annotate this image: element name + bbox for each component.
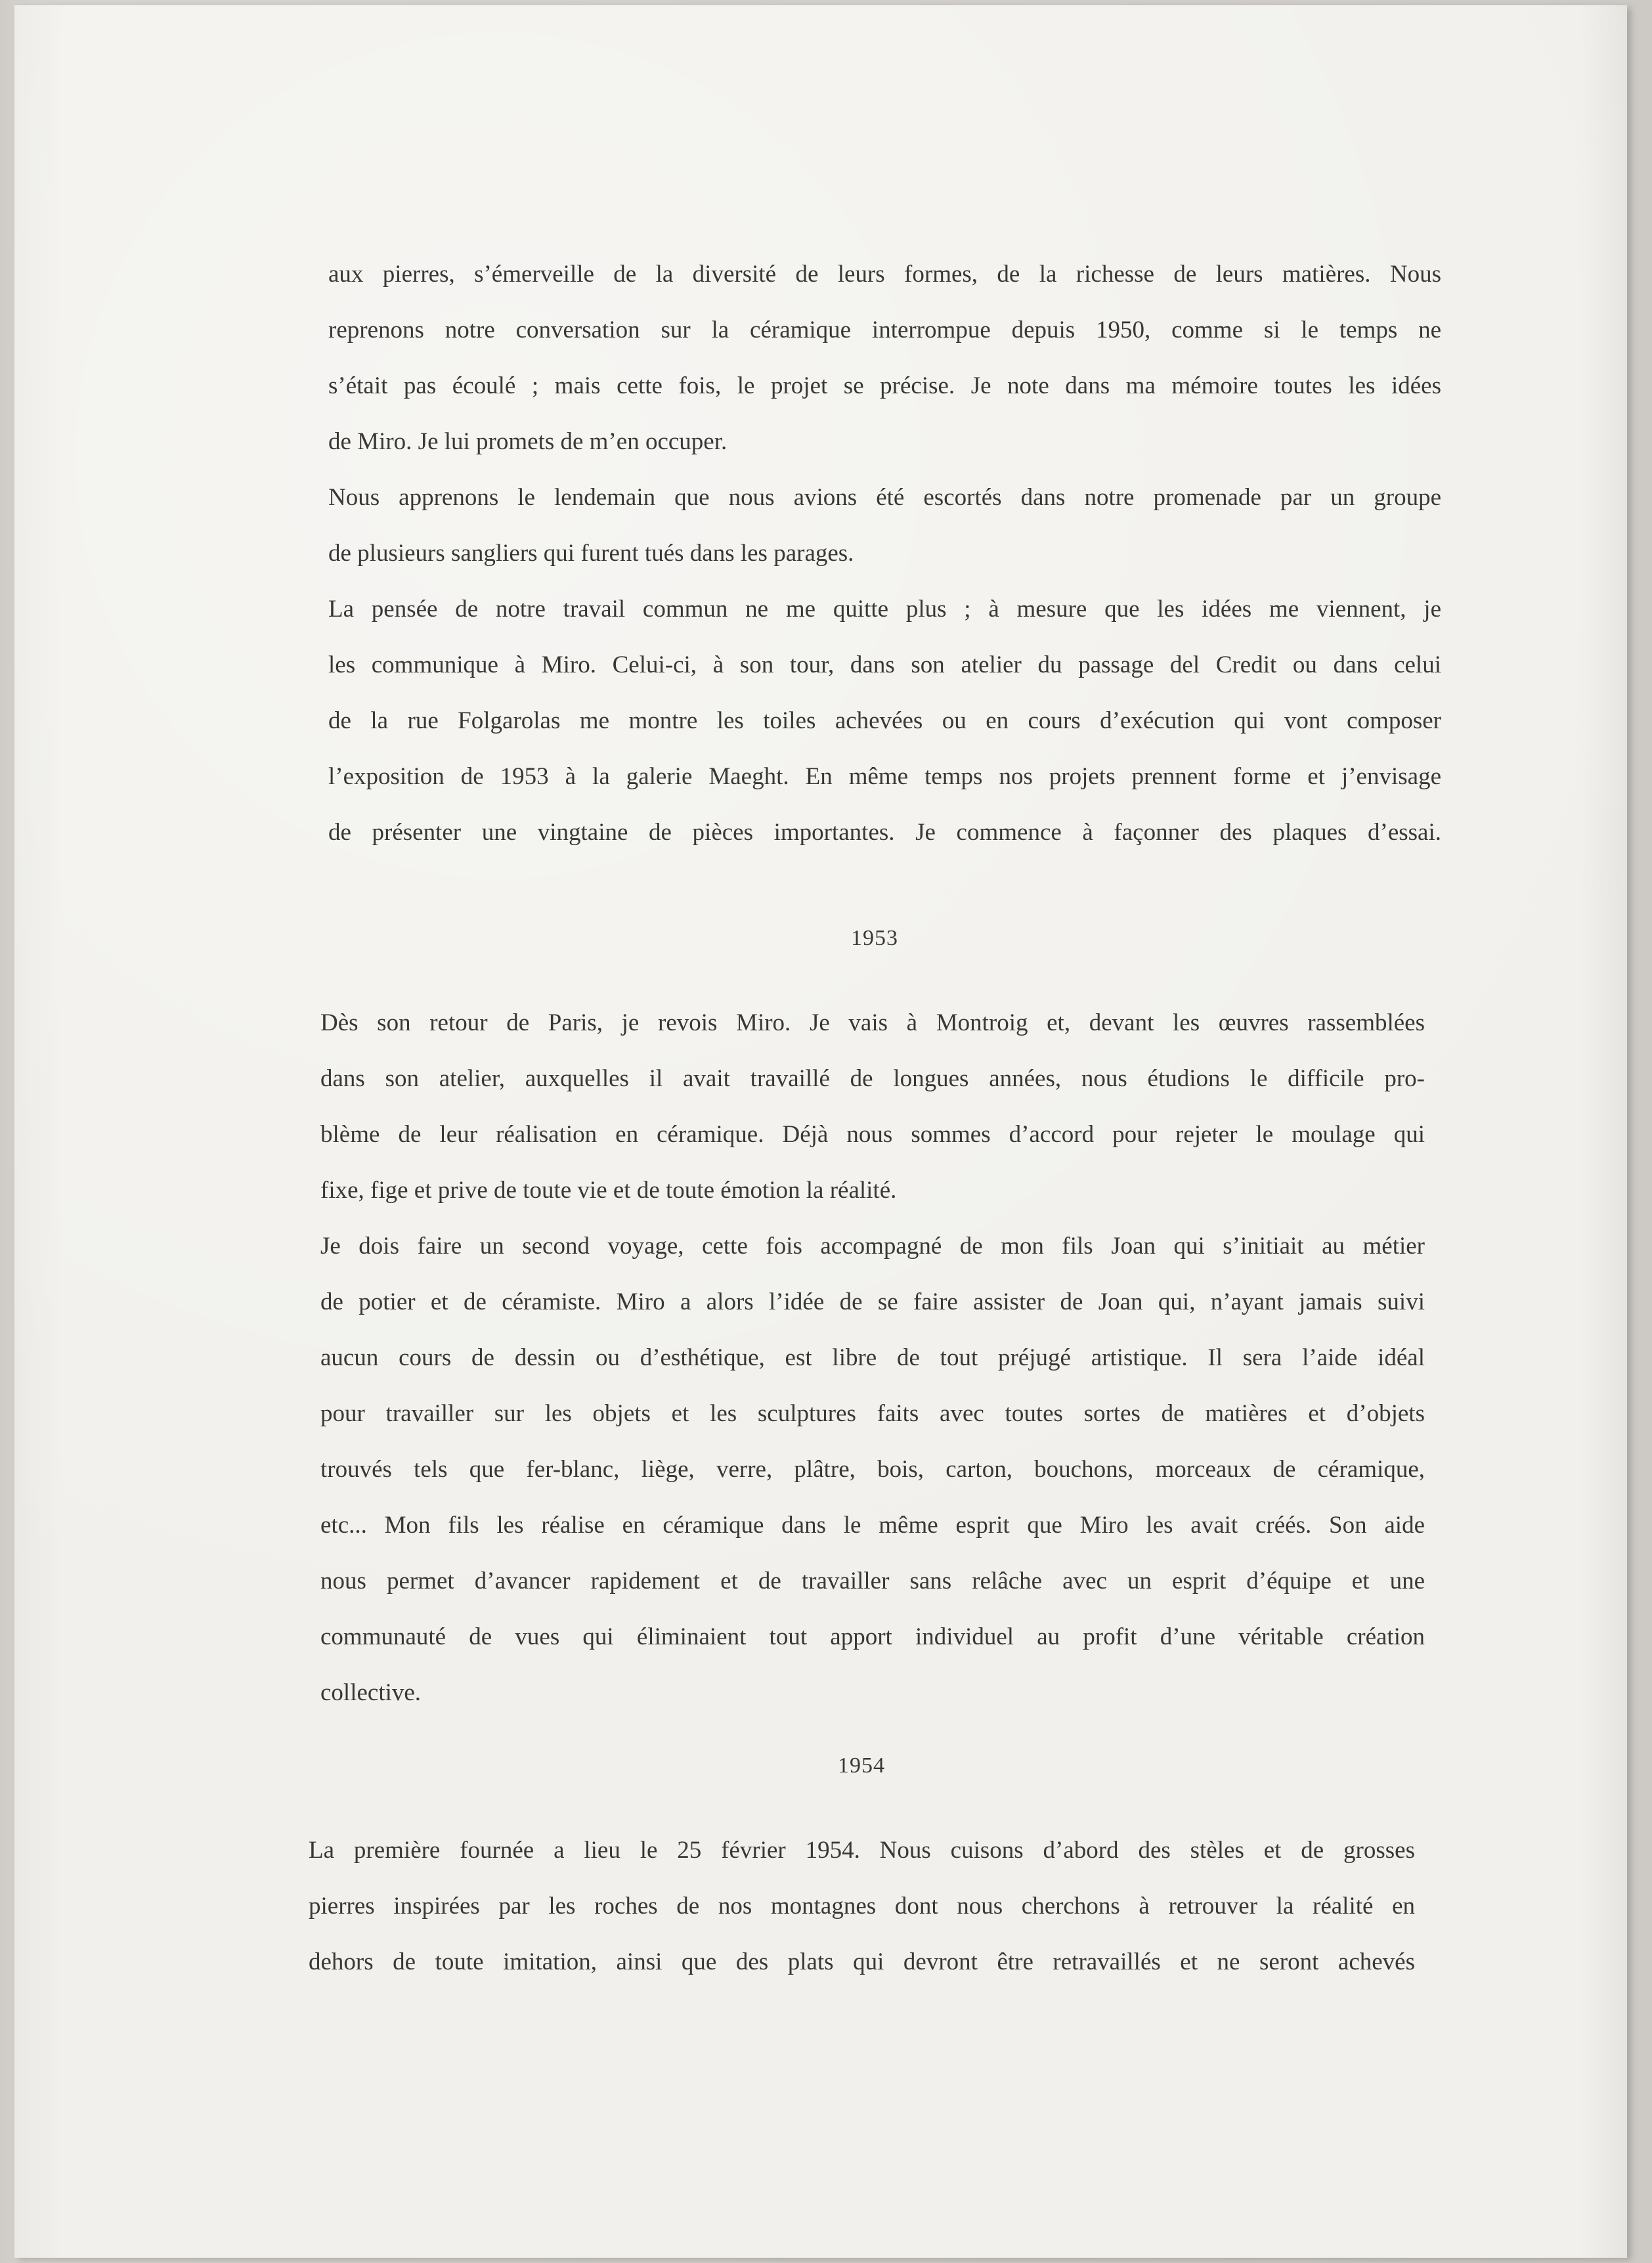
text-line: etc... Mon fils les réalise en céramique dans le même esprit que Miro les avait créés. Son aide [320, 1512, 1425, 1539]
text-line: de présenter une vingtaine de pièces importantes. Je commence à façonner des plaques d’essai. [328, 819, 1441, 846]
text-line: blème de leur réalisation en céramique. Déjà nous sommes d’accord pour rejeter le moulage qui [320, 1121, 1425, 1148]
text-line: Dès son retour de Paris, je revois Miro. Je vais à Montroig et, devant les œuvres rassemblées [320, 1009, 1425, 1036]
text-line: Je dois faire un second voyage, cette fois accompagné de mon fils Joan qui s’initiait au métier [320, 1233, 1425, 1260]
text-line: s’était pas écoulé ; mais cette fois, le projet se précise. Je note dans ma mémoire toutes les idées [328, 372, 1441, 399]
text-line: de plusieurs sangliers qui furent tués dans les parages. [328, 540, 854, 567]
text-line: pierres inspirées par les roches de nos montagnes dont nous cherchons à retrouver la réalité en [309, 1893, 1415, 1920]
text-line: reprenons notre conversation sur la céramique interrompue depuis 1950, comme si le temps ne [328, 317, 1441, 343]
text-line: fixe, fige et prive de toute vie et de toute émotion la réalité. [320, 1177, 897, 1204]
text-line: Nous apprenons le lendemain que nous avions été escortés dans notre promenade par un groupe [328, 484, 1441, 511]
text-line: dehors de toute imitation, ainsi que des plats qui devront être retravaillés et ne seront achevés [309, 1948, 1415, 1975]
text-line: communauté de vues qui éliminaient tout apport individuel au profit d’une véritable création [320, 1623, 1425, 1650]
text-line: les communique à Miro. Celui-ci, à son tour, dans son atelier du passage del Credit ou dans celui [328, 651, 1441, 678]
text-line: nous permet d’avancer rapidement et de travailler sans relâche avec un esprit d’équipe et une [320, 1568, 1425, 1594]
text-line: l’exposition de 1953 à la galerie Maeght. En même temps nos projets prennent forme et j’envisage [328, 763, 1441, 790]
text-line: aux pierres, s’émerveille de la diversité de leurs formes, de la richesse de leurs matières. Nous [328, 261, 1441, 288]
text-line: aucun cours de dessin ou d’esthétique, est libre de tout préjugé artistique. Il sera l’aide idéal [320, 1344, 1425, 1371]
text-line: de Miro. Je lui promets de m’en occuper. [328, 428, 728, 455]
text-line: La pensée de notre travail commun ne me quitte plus ; à mesure que les idées me viennent, je [328, 596, 1441, 623]
text-line: pour travailler sur les objets et les sculptures faits avec toutes sortes de matières et d’objets [320, 1400, 1425, 1427]
section-year-heading: 1953 [851, 926, 898, 950]
text-line: trouvés tels que fer-blanc, liège, verre, plâtre, bois, carton, bouchons, morceaux de céramique, [320, 1456, 1425, 1483]
text-line: dans son atelier, auxquelles il avait travaillé de longues années, nous étudions le difficile pro- [320, 1065, 1425, 1092]
text-line: de la rue Folgarolas me montre les toiles achevées ou en cours d’exécution qui vont composer [328, 707, 1441, 734]
text-block-1 [328, 246, 1441, 860]
text-line: collective. [320, 1679, 422, 1706]
text-line: de potier et de céramiste. Miro a alors l’idée de se faire assister de Joan qui, n’ayant jamais suivi [320, 1288, 1425, 1315]
section-year-heading: 1954 [838, 1753, 885, 1778]
text-block-2 [320, 995, 1425, 1721]
text-line: La première fournée a lieu le 25 février 1954. Nous cuisons d’abord des stèles et de grosses [309, 1837, 1415, 1864]
text-block-3 [309, 1822, 1415, 1990]
